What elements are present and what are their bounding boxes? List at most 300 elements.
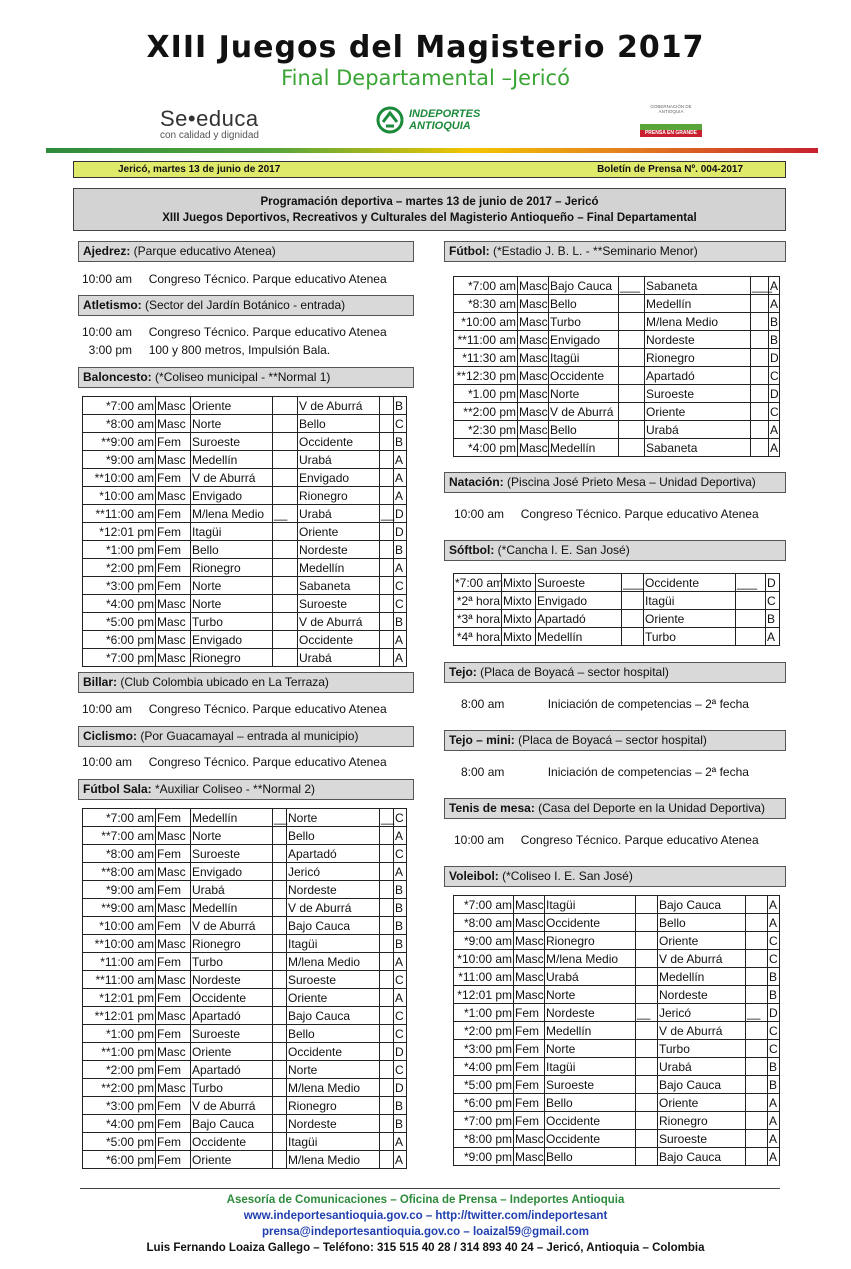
table-row <box>83 953 407 971</box>
section-name: Tenis de mesa: <box>449 801 535 815</box>
section-tenis-de-mesa <box>444 798 786 819</box>
filler <box>273 595 298 613</box>
match-group: C <box>394 1061 407 1079</box>
table-row <box>454 628 780 646</box>
gobernacion-logo-label: PRENSA EN GRANDE <box>640 130 702 137</box>
team-home: Oriente <box>191 397 273 415</box>
match-time: **7:00 am <box>83 827 156 845</box>
match-time: *10:00 am <box>83 917 156 935</box>
match-gender: Fem <box>156 881 191 899</box>
team-away: Apartadó <box>287 845 380 863</box>
team-home: Norte <box>549 385 619 403</box>
match-group: B <box>766 610 780 628</box>
match-time: *4:00 pm <box>454 1058 514 1076</box>
team-home: Suroeste <box>191 433 273 451</box>
match-time: *2:00 pm <box>454 1022 514 1040</box>
team-away: M/lena Medio <box>287 1151 380 1169</box>
match-gender: Fem <box>156 989 191 1007</box>
filler <box>273 845 287 863</box>
filler <box>751 349 769 367</box>
table-row <box>83 899 407 917</box>
match-gender: Fem <box>156 469 191 487</box>
match-group: B <box>394 613 407 631</box>
filler <box>273 1007 287 1025</box>
softbol-table <box>453 573 780 646</box>
filler: ___ <box>736 574 766 592</box>
filler <box>746 914 768 932</box>
filler <box>380 613 394 631</box>
team-away: Oriente <box>298 523 380 541</box>
team-home: Apartadó <box>536 610 622 628</box>
team-home: Norte <box>191 827 273 845</box>
team-away: Oriente <box>644 610 736 628</box>
team-home: Occidente <box>191 1133 273 1151</box>
table-row <box>83 1007 407 1025</box>
match-gender: Masc <box>156 451 191 469</box>
filler <box>273 415 298 433</box>
table-row <box>454 1076 780 1094</box>
team-away: Nordeste <box>645 331 751 349</box>
match-time: *8:00 pm <box>454 1130 514 1148</box>
match-group: A <box>768 914 780 932</box>
table-row <box>83 595 407 613</box>
team-home: Suroeste <box>191 845 273 863</box>
team-away: Suroeste <box>645 385 751 403</box>
match-time: *7:00 am <box>83 809 156 827</box>
filler <box>380 649 394 667</box>
match-gender: Fem <box>156 1151 191 1169</box>
table-row <box>454 592 780 610</box>
team-away: Envigado <box>298 469 380 487</box>
natacion-line1: 10:00 am Congreso Técnico. Parque educativo Atenea <box>454 507 759 521</box>
table-row <box>83 469 407 487</box>
footer-email[interactable]: prensa@indeportesantioquia.gov.co – loaizal59@gmail.com <box>261 1226 590 1238</box>
team-away: Occidente <box>644 574 736 592</box>
match-gender: Masc <box>156 1079 191 1097</box>
table-row <box>454 385 780 403</box>
match-group: B <box>394 433 407 451</box>
filler <box>273 649 298 667</box>
filler <box>380 1133 394 1151</box>
filler <box>273 559 298 577</box>
match-group: C <box>769 1041 778 1056</box>
match-time: *10:00 am <box>454 950 514 968</box>
match-time: *9:00 am <box>83 881 156 899</box>
gobernacion-logo <box>640 104 702 137</box>
table-row <box>454 313 780 331</box>
table-row <box>83 827 407 845</box>
team-away: Urabá <box>298 451 380 469</box>
filler <box>751 313 769 331</box>
table-row <box>83 1133 407 1151</box>
match-group: C <box>769 1023 778 1038</box>
dateline-bar <box>73 161 786 178</box>
futbol-sala-table <box>82 808 407 1169</box>
match-gender: Fem <box>156 433 191 451</box>
filler <box>619 313 645 331</box>
team-away: Itagüi <box>644 592 736 610</box>
section-futbol-sala <box>78 779 414 800</box>
match-time: *7:00 am <box>454 277 518 295</box>
filler <box>380 1007 394 1025</box>
team-away: Medellín <box>645 295 751 313</box>
team-away: Nordeste <box>287 881 380 899</box>
team-home: M/lena Medio <box>545 950 636 968</box>
table-row <box>83 433 407 451</box>
team-away: Medellín <box>658 968 746 986</box>
match-gender: Masc <box>519 314 548 329</box>
dateline-bulletin: Boletín de Prensa Nº. 004-2017 <box>597 164 743 175</box>
filler <box>273 989 287 1007</box>
section-name: Voleibol: <box>449 869 499 883</box>
voleibol-table <box>453 895 780 1166</box>
section-tejo-mini <box>444 730 786 751</box>
team-away: Turbo <box>644 628 736 646</box>
team-home: Suroeste <box>536 574 622 592</box>
match-time: *1:00 pm <box>83 1025 156 1043</box>
match-gender: Masc <box>156 935 191 953</box>
match-group: A <box>768 896 780 914</box>
match-group: A <box>394 827 407 845</box>
team-home: Turbo <box>191 613 273 631</box>
team-home: Medellín <box>191 899 273 917</box>
team-away: Bajo Cauca <box>658 1148 746 1166</box>
filler <box>751 439 769 457</box>
filler <box>736 628 766 646</box>
team-away: Apartadó <box>645 367 751 385</box>
match-group: A <box>394 469 407 487</box>
team-home: Medellín <box>545 1022 636 1040</box>
atletismo-line1: 10:00 am Congreso Técnico. Parque educativo Atenea <box>82 325 387 339</box>
team-home: Envigado <box>549 331 619 349</box>
match-time: **2:00 pm <box>454 403 518 421</box>
team-home: Urabá <box>191 881 273 899</box>
table-row <box>83 863 407 881</box>
match-group: A <box>768 1112 780 1130</box>
match-gender: Masc <box>156 397 191 415</box>
match-time: *3:00 pm <box>83 1097 156 1115</box>
team-away: Turbo <box>658 1040 746 1058</box>
indeportes-logo <box>375 106 480 134</box>
match-gender: Masc <box>156 631 191 649</box>
match-time: *12:01 pm <box>454 986 514 1004</box>
tejo-line1: 8:00 am Iniciación de competencias – 2ª fecha <box>461 697 749 711</box>
filler <box>636 1040 658 1058</box>
table-row <box>83 541 407 559</box>
section-name: Baloncesto: <box>83 370 152 384</box>
team-away: Jericó <box>658 1004 746 1022</box>
match-gender: Masc <box>519 296 548 311</box>
team-home: Itagüi <box>545 896 636 914</box>
match-group: A <box>394 953 407 971</box>
match-gender: Fem <box>156 1025 191 1043</box>
filler <box>273 577 298 595</box>
filler <box>273 1115 287 1133</box>
team-away: Bajo Cauca <box>287 917 380 935</box>
team-home: Bajo Cauca <box>191 1115 273 1133</box>
table-row <box>454 1022 780 1040</box>
match-group: D <box>766 574 780 592</box>
filler <box>736 592 766 610</box>
table-row <box>83 559 407 577</box>
filler <box>746 986 768 1004</box>
match-gender: Fem <box>156 559 191 577</box>
team-home: Norte <box>191 595 273 613</box>
section-name: Billar: <box>83 675 118 689</box>
match-time: *5:00 pm <box>83 613 156 631</box>
filler <box>636 1076 658 1094</box>
filler <box>380 1097 394 1115</box>
filler <box>380 845 394 863</box>
match-group: C <box>770 368 779 383</box>
match-group: D <box>394 1079 407 1097</box>
filler <box>622 592 644 610</box>
filler <box>273 541 298 559</box>
footer-office: Asesoría de Comunicaciones – Oficina de Prensa – Indeportes Antioquia <box>226 1194 625 1206</box>
filler <box>746 950 768 968</box>
filler <box>636 1112 658 1130</box>
match-time: *1.00 pm <box>454 385 518 403</box>
team-home: Envigado <box>191 863 273 881</box>
footer-rule <box>80 1188 780 1189</box>
table-row <box>454 277 780 295</box>
filler <box>751 385 769 403</box>
match-group: A <box>770 422 779 437</box>
table-row <box>83 1025 407 1043</box>
tejo-mini-line1: 8:00 am Iniciación de competencias – 2ª fecha <box>461 765 749 779</box>
match-group: A <box>394 989 407 1007</box>
section-ajedrez <box>78 241 414 262</box>
section-name: Fútbol: <box>449 244 490 258</box>
filler <box>380 827 394 845</box>
match-gender: Fem <box>156 809 191 827</box>
filler <box>746 1040 768 1058</box>
section-name: Ciclismo: <box>83 729 138 743</box>
table-row <box>454 950 780 968</box>
team-home: Norte <box>191 415 273 433</box>
team-home: Turbo <box>549 313 619 331</box>
team-home: Norte <box>191 577 273 595</box>
filler <box>380 1115 394 1133</box>
match-time: *7:00 am <box>455 575 504 590</box>
team-away: Nordeste <box>287 1115 380 1133</box>
filler <box>273 899 287 917</box>
match-group: B <box>394 917 407 935</box>
table-row <box>83 523 407 541</box>
section-softbol <box>444 540 786 561</box>
match-time: *7:00 am <box>454 896 514 914</box>
filler <box>380 1043 394 1061</box>
match-gender: Fem <box>514 1058 545 1076</box>
match-gender: Fem <box>514 1022 545 1040</box>
filler <box>273 971 287 989</box>
match-time: **9:00 am <box>83 899 156 917</box>
section-name: Ajedrez: <box>83 244 131 258</box>
match-gender: Fem <box>156 1061 191 1079</box>
filler <box>380 1151 394 1169</box>
filler <box>273 1025 287 1043</box>
table-row <box>454 1058 780 1076</box>
match-gender: Masc <box>156 1043 191 1061</box>
footer-web[interactable]: www.indeportesantioquia.gov.co – http://twitter.com/indeportesant <box>243 1210 608 1222</box>
baloncesto-table <box>82 396 407 667</box>
match-gender: Masc <box>515 987 544 1002</box>
match-gender: Fem <box>514 1076 545 1094</box>
table-row <box>83 881 407 899</box>
match-group: C <box>394 1025 407 1043</box>
section-voleibol <box>444 866 786 887</box>
match-gender: Masc <box>519 368 548 383</box>
filler: ___ <box>619 277 645 295</box>
filler <box>380 397 394 415</box>
filler <box>746 1058 768 1076</box>
table-row <box>83 1061 407 1079</box>
team-home: Bello <box>191 541 273 559</box>
team-home: V de Aburrá <box>191 469 273 487</box>
team-home: Nordeste <box>191 971 273 989</box>
section-place: (Placa de Boyacá – sector hospital) <box>476 665 669 679</box>
match-time: *7:00 am <box>83 397 156 415</box>
table-row <box>454 403 780 421</box>
table-row <box>454 932 780 950</box>
match-group: A <box>770 440 779 455</box>
match-gender: Masc <box>519 350 548 365</box>
table-row <box>454 349 780 367</box>
team-home: Occidente <box>545 1130 636 1148</box>
team-away: M/lena Medio <box>645 313 751 331</box>
filler <box>380 523 394 541</box>
match-group: C <box>394 1007 407 1025</box>
team-away: Itagüi <box>287 935 380 953</box>
match-time: *12:01 pm <box>83 989 156 1007</box>
filler <box>273 487 298 505</box>
team-home: Suroeste <box>191 1025 273 1043</box>
match-gender: Masc <box>156 1007 191 1025</box>
table-row <box>83 487 407 505</box>
program-banner <box>73 188 786 231</box>
team-away: Suroeste <box>287 971 380 989</box>
indeportes-logo-line1: INDEPORTES <box>409 108 481 120</box>
match-time: *1:00 pm <box>83 541 156 559</box>
match-group: B <box>394 1097 407 1115</box>
team-home: Medellín <box>549 439 619 457</box>
match-gender: Mixto <box>502 574 536 592</box>
team-away: Bajo Cauca <box>658 1076 746 1094</box>
filler <box>273 881 287 899</box>
match-group: B <box>770 332 779 347</box>
filler <box>380 433 394 451</box>
team-home: Nordeste <box>545 1004 636 1022</box>
filler <box>746 1130 768 1148</box>
table-row <box>454 1112 780 1130</box>
match-time: *5:00 pm <box>83 1133 156 1151</box>
team-home: Bello <box>549 295 619 313</box>
match-gender: Masc <box>156 613 191 631</box>
indeportes-emblem-icon <box>375 106 405 134</box>
team-away: Oriente <box>658 932 746 950</box>
filler <box>273 451 298 469</box>
table-row <box>454 574 780 592</box>
match-group: D <box>394 523 407 541</box>
team-home: Turbo <box>191 953 273 971</box>
match-time: **12:30 pm <box>454 367 518 385</box>
match-time: *9:00 am <box>83 451 156 469</box>
team-home: Turbo <box>191 1079 273 1097</box>
match-time: *2:30 pm <box>454 421 518 439</box>
table-row <box>454 331 780 349</box>
match-group: B <box>394 899 407 917</box>
team-away: Medellín <box>298 559 380 577</box>
team-away: Norte <box>287 1061 380 1079</box>
team-away: Rionegro <box>298 487 380 505</box>
match-time: *4:00 pm <box>83 1115 156 1133</box>
filler <box>619 349 645 367</box>
table-row <box>83 397 407 415</box>
team-home: Norte <box>545 1040 636 1058</box>
filler <box>751 367 769 385</box>
seeduca-logo-tagline: con calidad y dignidad <box>160 130 259 141</box>
match-time: *6:00 pm <box>83 1151 156 1169</box>
match-group: B <box>768 986 780 1004</box>
team-home: Urabá <box>545 968 636 986</box>
filler <box>636 1094 658 1112</box>
team-away: Oriente <box>658 1094 746 1112</box>
section-place: (Parque educativo Atenea) <box>130 244 276 258</box>
table-row <box>454 968 780 986</box>
footer <box>0 1192 851 1256</box>
team-away: Oriente <box>287 989 380 1007</box>
match-group: B <box>394 397 407 415</box>
filler <box>273 631 298 649</box>
team-away: V de Aburrá <box>287 899 380 917</box>
filler <box>273 523 298 541</box>
filler <box>746 932 768 950</box>
filler <box>636 1058 658 1076</box>
gobernacion-logo-top: GOBERNACIÓN DE ANTIOQUIA <box>650 104 692 114</box>
match-gender: Fem <box>156 953 191 971</box>
match-time: *3:00 pm <box>83 577 156 595</box>
dateline-date: Jericó, martes 13 de junio de 2017 <box>118 164 281 175</box>
section-place: (Club Colombia ubicado en La Terraza) <box>117 675 329 689</box>
filler <box>636 932 658 950</box>
section-place: (Casa del Deporte en la Unidad Deportiva) <box>534 801 765 815</box>
match-group: C <box>394 595 407 613</box>
table-row <box>83 649 407 667</box>
filler <box>636 896 658 914</box>
team-away: Urabá <box>298 505 380 523</box>
team-home: Itagüi <box>549 349 619 367</box>
team-home: Bello <box>545 1148 636 1166</box>
ciclismo-line1: 10:00 am Congreso Técnico. Parque educativo Atenea <box>82 755 387 769</box>
team-home: V de Aburrá <box>191 1097 273 1115</box>
filler <box>622 628 644 646</box>
match-group: A <box>766 628 780 646</box>
table-row <box>83 631 407 649</box>
table-row <box>83 451 407 469</box>
filler <box>746 896 768 914</box>
match-group: A <box>770 296 779 311</box>
match-gender: Masc <box>156 899 191 917</box>
team-away: Itagüi <box>287 1133 380 1151</box>
table-row <box>454 439 780 457</box>
match-gender: Masc <box>515 951 544 966</box>
team-away: Bello <box>658 914 746 932</box>
team-home: Occidente <box>191 989 273 1007</box>
match-gender: Masc <box>519 440 548 455</box>
filler: ___ <box>623 575 644 590</box>
page-title: XIII Juegos del Magisterio 2017 <box>146 30 705 65</box>
match-group: B <box>768 1076 780 1094</box>
